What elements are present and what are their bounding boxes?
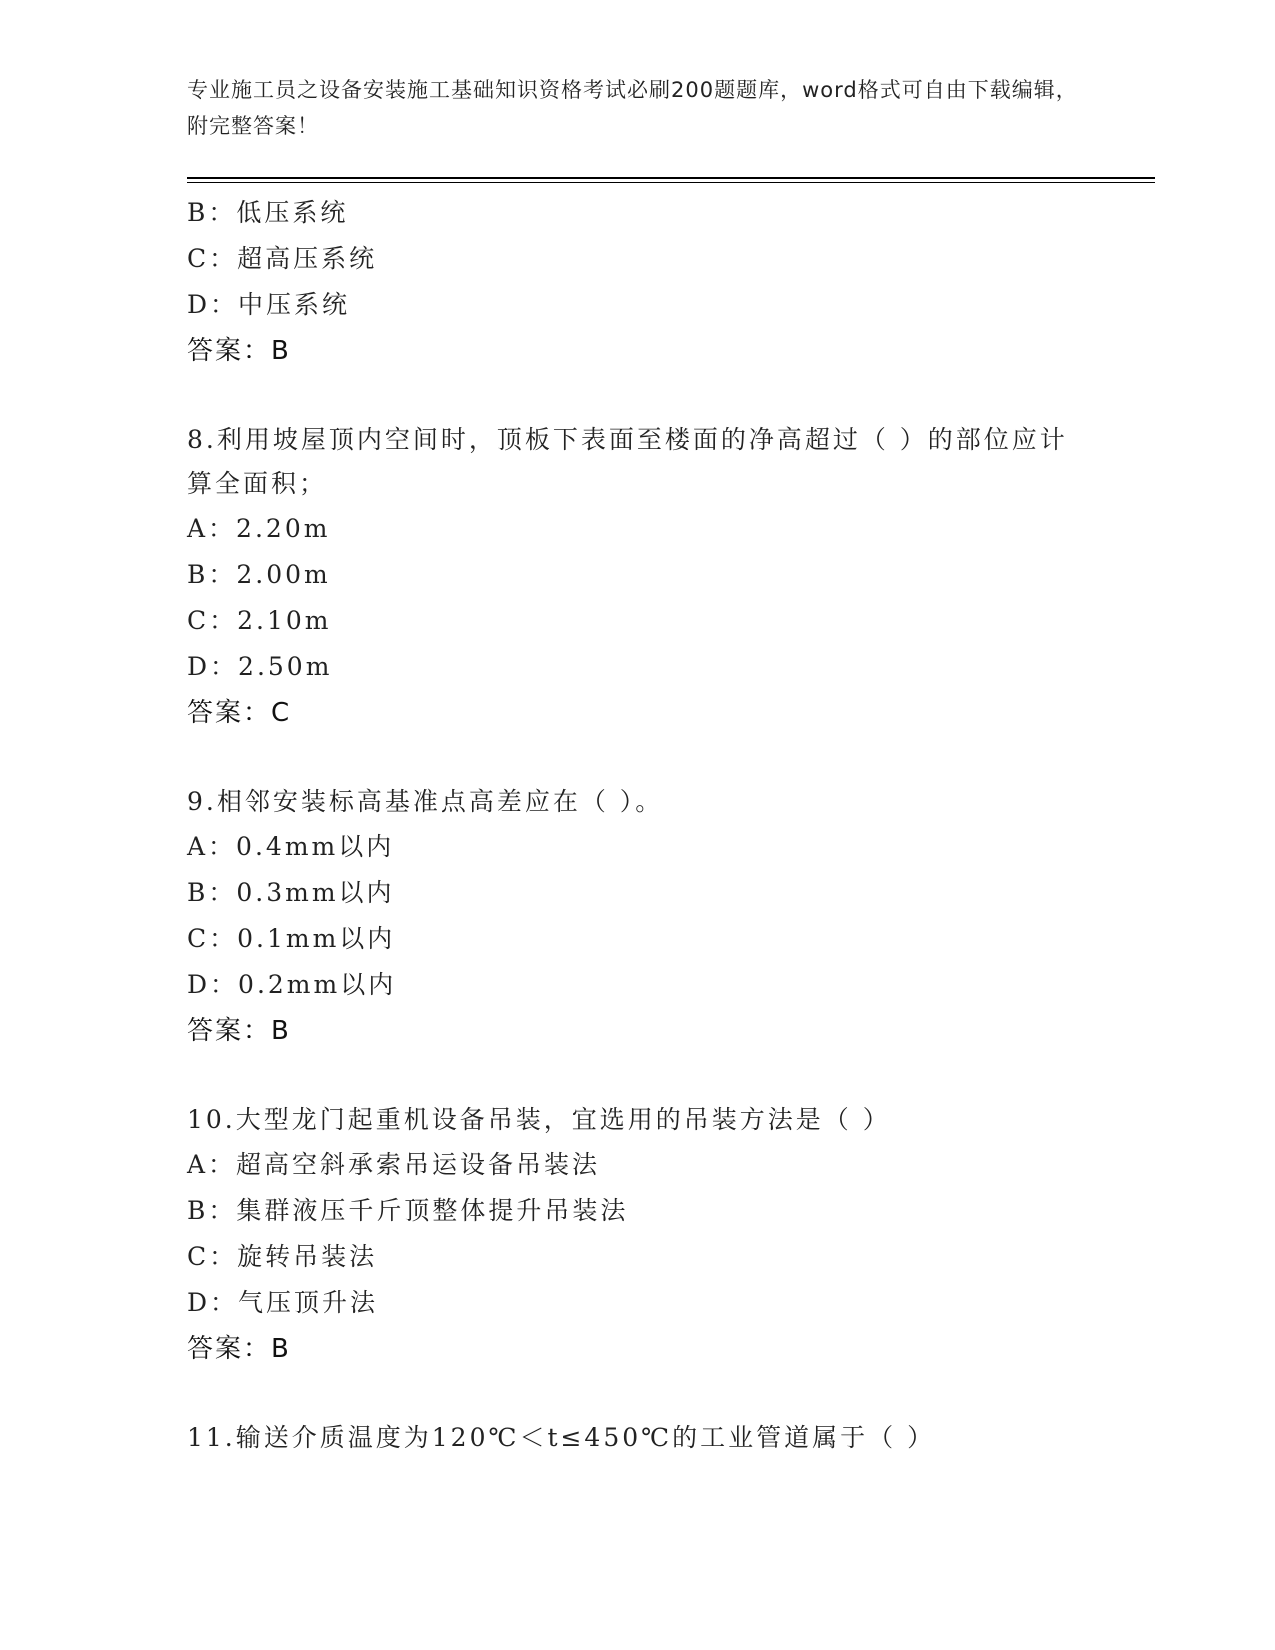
option-b: B：集群液压千斤顶整体提升吊装法	[187, 1196, 629, 1225]
question-7-continued	[187, 190, 1087, 374]
question-10	[187, 1098, 1087, 1372]
option-d: D：中压系统	[187, 290, 351, 319]
option-c: C：旋转吊装法	[187, 1242, 378, 1271]
option-d: D：气压顶升法	[187, 1288, 379, 1317]
question-9	[187, 780, 1087, 1054]
question-11	[187, 1416, 1087, 1460]
option-a: A：0.4mm以内	[187, 832, 395, 861]
option-b: B：0.3mm以内	[187, 878, 395, 907]
answer-line: 答案：B	[187, 1334, 291, 1364]
option-a: A：超高空斜承索吊运设备吊装法	[187, 1150, 601, 1179]
option-d: D：2.50m	[187, 652, 333, 681]
option-c: C：超高压系统	[187, 244, 378, 273]
option-b: B：低压系统	[187, 198, 349, 227]
answer-line: 答案：B	[187, 1016, 291, 1046]
question-text: 11.输送介质温度为120℃＜t≤450℃的工业管道属于（ ）	[187, 1423, 936, 1452]
option-c: C：0.1mm以内	[187, 924, 396, 953]
answer-line: 答案：C	[187, 698, 292, 728]
document-header: 专业施工员之设备安装施工基础知识资格考试必刷200题题库，word格式可自由下载编辑，附完整答案！	[187, 78, 1078, 138]
option-a: A：2.20m	[187, 514, 331, 543]
answer-line: 答案：B	[187, 336, 291, 366]
question-text: 9.相邻安装标高基准点高差应在（ ）。	[187, 787, 664, 816]
option-b: B：2.00m	[187, 560, 331, 589]
header-divider-thin	[187, 182, 1155, 183]
header-divider-thick	[187, 177, 1155, 179]
question-text: 8.利用坡屋顶内空间时，顶板下表面至楼面的净高超过（ ）的部位应计算全面积；	[187, 425, 1068, 498]
option-c: C：2.10m	[187, 606, 332, 635]
option-d: D：0.2mm以内	[187, 970, 397, 999]
question-text: 10.大型龙门起重机设备吊装，宜选用的吊装方法是（ ）	[187, 1105, 891, 1134]
question-content	[187, 190, 1087, 1460]
question-8	[187, 418, 1087, 736]
